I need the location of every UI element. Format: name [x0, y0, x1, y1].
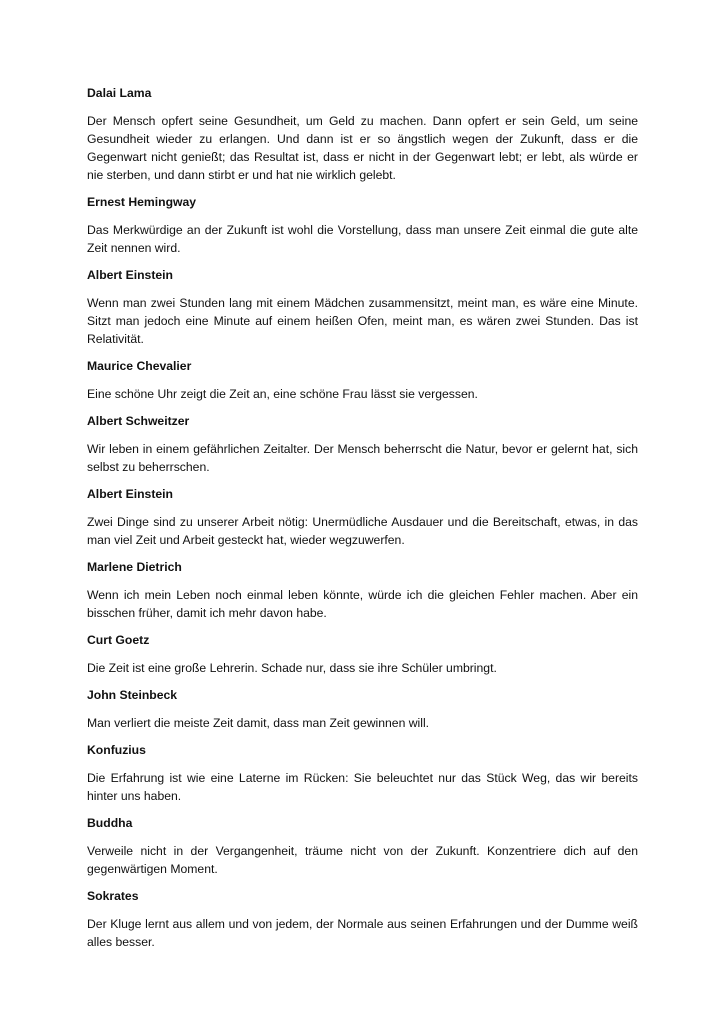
quote-text: Die Erfahrung ist wie eine Laterne im Rücken: Sie beleuchtet nur das Stück Weg, das wir bereits hinter uns haben. [87, 771, 638, 803]
quote-entry [87, 357, 638, 403]
quote-author: Marlene Dietrich [87, 560, 182, 574]
quote-author: Curt Goetz [87, 633, 150, 647]
quote-entry [87, 887, 638, 951]
quote-text: Der Kluge lernt aus allem und von jedem, der Normale aus seinen Erfahrungen und der Dumme weiß alles besser. [87, 917, 638, 949]
quote-author: Albert Einstein [87, 268, 174, 282]
quote-author: Albert Einstein [87, 487, 174, 501]
quote-text: Zwei Dinge sind zu unserer Arbeit nötig: Unermüdliche Ausdauer und die Bereitschaft, etwas, in das man viel Zeit und Arbeit gesteckt hat, wieder wegzuwerfen. [87, 515, 638, 547]
quote-entry [87, 631, 638, 677]
quote-entry [87, 741, 638, 805]
quote-author: Albert Schweitzer [87, 414, 190, 428]
quote-text: Der Mensch opfert seine Gesundheit, um Geld zu machen. Dann opfert er sein Geld, um seine Gesundheit wieder zu erlangen. Und dann ist er so ängstlich wegen der Zukunft, dass er die Gegenwart nicht genießt; das Resultat ist, dass er nicht in der Gegenwart lebt; er lebt, als würde er nie sterben, und dann stirbt er und hat nie wirklich gelebt. [87, 114, 638, 182]
quote-author: Buddha [87, 816, 133, 830]
quote-entry [87, 686, 638, 732]
quote-text: Wir leben in einem gefährlichen Zeitalter. Der Mensch beherrscht die Natur, bevor er gelernt hat, sich selbst zu beherrschen. [87, 442, 638, 474]
quote-text: Wenn ich mein Leben noch einmal leben könnte, würde ich die gleichen Fehler machen. Aber ein bisschen früher, damit ich mehr davon habe. [87, 588, 638, 620]
quote-author: John Steinbeck [87, 688, 178, 702]
quote-author: Ernest Hemingway [87, 195, 197, 209]
quote-author: Konfuzius [87, 743, 146, 757]
quote-text: Wenn man zwei Stunden lang mit einem Mädchen zusammensitzt, meint man, es wäre eine Minute. Sitzt man jedoch eine Minute auf einem heißen Ofen, meint man, es wären zwei Stunden. Das ist Relativität. [87, 296, 638, 346]
quote-entry [87, 412, 638, 476]
quote-entry [87, 266, 638, 348]
quote-entry [87, 84, 638, 184]
quote-text: Die Zeit ist eine große Lehrerin. Schade nur, dass sie ihre Schüler umbringt. [87, 661, 497, 675]
quote-text: Eine schöne Uhr zeigt die Zeit an, eine schöne Frau lässt sie vergessen. [87, 387, 478, 401]
quote-entry [87, 193, 638, 257]
quote-text: Das Merkwürdige an der Zukunft ist wohl die Vorstellung, dass man unsere Zeit einmal die gute alte Zeit nennen wird. [87, 223, 638, 255]
quote-text: Man verliert die meiste Zeit damit, dass man Zeit gewinnen will. [87, 716, 430, 730]
quote-entry [87, 485, 638, 549]
quote-entry [87, 814, 638, 878]
quote-author: Dalai Lama [87, 86, 152, 100]
quote-text: Verweile nicht in der Vergangenheit, träume nicht von der Zukunft. Konzentriere dich auf den gegenwärtigen Moment. [87, 844, 638, 876]
document-page [87, 84, 638, 960]
quote-entry [87, 558, 638, 622]
quote-author: Sokrates [87, 889, 139, 903]
quote-author: Maurice Chevalier [87, 359, 192, 373]
